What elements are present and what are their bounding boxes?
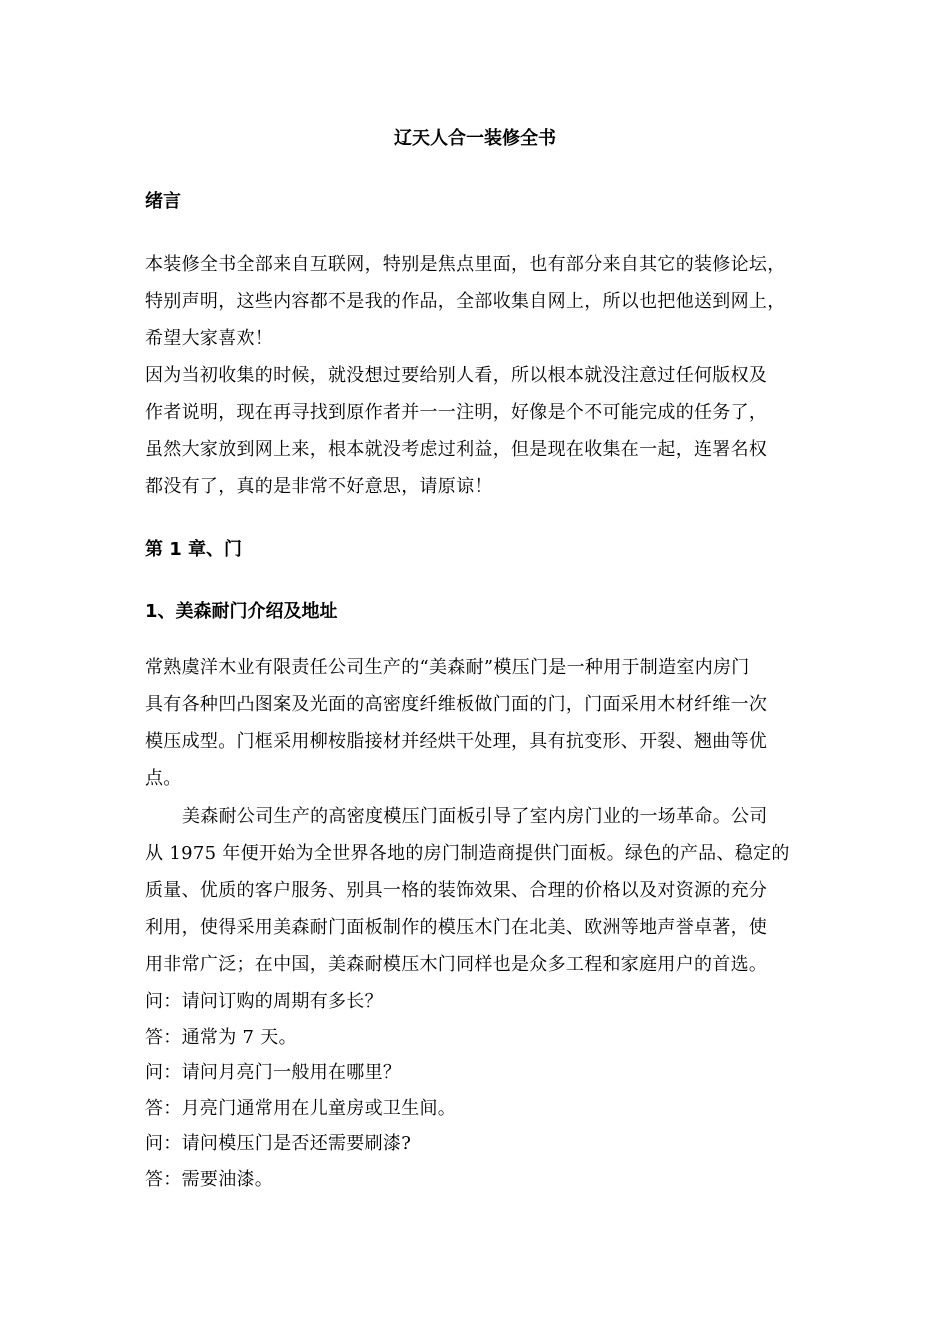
text-line: 模压成型。门框采用柳桉脂接材并经烘干处理，具有抗变形、开裂、翘曲等优 (145, 731, 768, 752)
qa-answer: 答：需要油漆。 (145, 1168, 274, 1190)
text-line: 从 1975 年便开始为全世界各地的房门制造商提供门面板。绿色的产品、稳定的 (145, 843, 790, 864)
text-line: 利用，使得采用美森耐门面板制作的模压木门在北美、欧洲等地声誉卓著，使 (145, 917, 768, 938)
text-line: 用非常广泛；在中国，美森耐模压木门同样也是众多工程和家庭用户的首选。 (145, 954, 768, 975)
section-1-heading: 1、美森耐门介绍及地址 (145, 601, 338, 622)
text-line: 点。 (145, 768, 182, 789)
chapter-1-heading: 第 1 章、门 (145, 539, 243, 560)
qa-answer: 答：月亮门通常用在儿童房或卫生间。 (145, 1097, 457, 1119)
section-1-paragraph-1 (145, 649, 825, 797)
qa-question: 问：请问月亮门一般用在哪里？ (145, 1062, 402, 1083)
document-title: 辽天人合一装修全书 (394, 128, 556, 149)
qa-question: 问：请问订购的周期有多长？ (145, 991, 383, 1012)
qa-question: 问：请问模压门是否还需要刷漆? (145, 1133, 412, 1154)
text-line: 因为当初收集的时候，就没想过要给别人看，所以根本就没注意过任何版权及 (145, 365, 768, 386)
text-line: 作者说明，现在再寻找到原作者并一一注明，好像是个不可能完成的任务了， (145, 402, 768, 423)
preface-paragraph-1 (145, 246, 825, 357)
text-line: 常熟虞洋木业有限责任公司生产的“美森耐”模压门是一种用于制造室内房门 (145, 657, 750, 678)
text-line: 本装修全书全部来自互联网，特别是焦点里面，也有部分来自其它的装修论坛， (145, 254, 786, 275)
qa-answer: 答：通常为 7 天。 (145, 1026, 297, 1048)
text-line: 虽然大家放到网上来，根本就没考虑过利益，但是现在收集在一起，连署名权 (145, 439, 768, 460)
text-line: 都没有了，真的是非常不好意思，请原谅！ (145, 476, 493, 497)
text-line: 特别声明，这些内容都不是我的作品，全部收集自网上，所以也把他送到网上， (145, 291, 786, 312)
section-1-paragraph-2 (145, 798, 825, 983)
text-line: 美森耐公司生产的高密度模压门面板引导了室内房门业的一场革命。公司 (182, 806, 768, 827)
qa-list (145, 984, 825, 1197)
preface-paragraph-2 (145, 357, 825, 505)
text-line: 希望大家喜欢！ (145, 328, 274, 349)
preface-heading: 绪言 (145, 191, 181, 212)
text-line: 具有各种凹凸图案及光面的高密度纤维板做门面的门，门面采用木材纤维一次 (145, 694, 768, 715)
text-line: 质量、优质的客户服务、别具一格的装饰效果、合理的价格以及对资源的充分 (145, 880, 768, 901)
